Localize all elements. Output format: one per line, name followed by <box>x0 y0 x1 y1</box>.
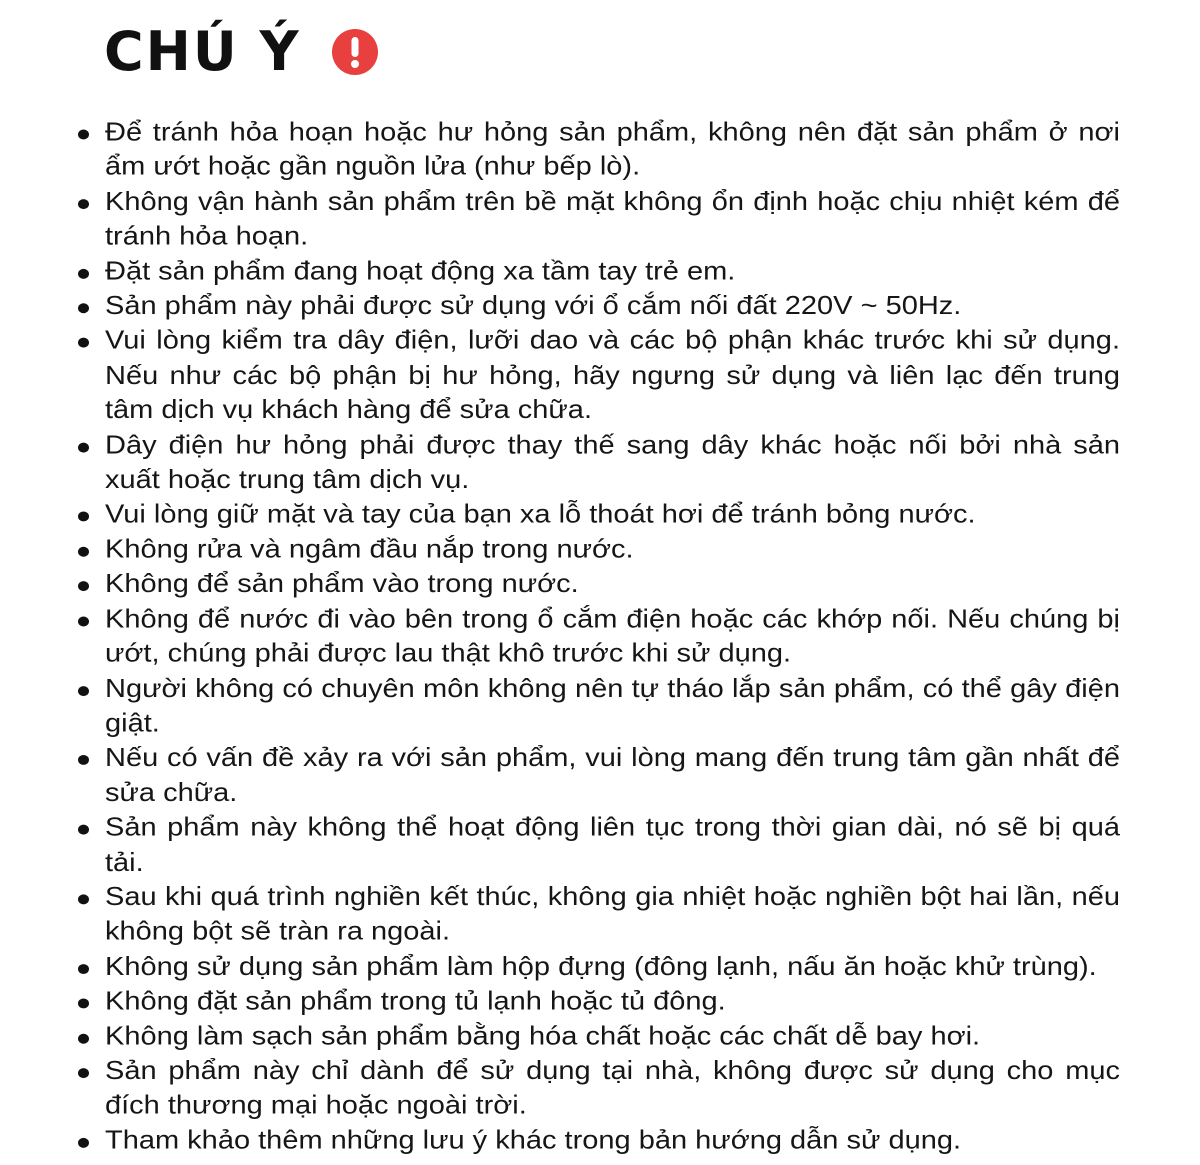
note-text: Nếu có vấn đề xảy ra với sản phẩm, vui lòng mang đến trung tâm gần nhất để sửa chữa. <box>105 743 1120 808</box>
bullet-icon <box>78 547 89 557</box>
bullet-icon <box>78 1138 89 1148</box>
list-item <box>76 741 1120 811</box>
note-text: Không rửa và ngâm đầu nắp trong nước. <box>105 534 634 564</box>
bullet-icon <box>78 755 89 765</box>
bullet-icon <box>78 129 89 139</box>
caution-list <box>76 115 1120 1158</box>
note-text: Không để nước đi vào bên trong ổ cắm điện hoặc các khớp nối. Nếu chúng bị ướt, chúng phải được lau thật khô trước khi sử dụng. <box>105 604 1120 669</box>
bullet-icon <box>78 1033 89 1043</box>
note-text: Vui lòng giữ mặt và tay của bạn xa lỗ thoát hơi để tránh bỏng nước. <box>105 500 976 530</box>
list-item <box>76 567 1120 602</box>
note-text: Không vận hành sản phẩm trên bề mặt không ổn định hoặc chịu nhiệt kém để tránh hỏa hoạn. <box>105 187 1120 251</box>
note-text: Sản phẩm này không thể hoạt động liên tục trong thời gian dài, nó sẽ bị quá tải. <box>105 813 1120 877</box>
page-title: CHÚ Ý <box>104 20 301 83</box>
note-text: Người không có chuyên môn không nên tự tháo lắp sản phẩm, có thể gây điện giật. <box>105 673 1120 738</box>
bullet-icon <box>78 199 89 209</box>
note-text: Vui lòng kiểm tra dây điện, lưỡi dao và các bộ phận khác trước khi sử dụng. Nếu như các bộ phận bị hư hỏng, hãy ngưng sử dụng và liên lạc đến trung tâm dịch vụ khách hàng để sửa chữa. <box>105 326 1120 425</box>
bullet-icon <box>78 581 89 591</box>
list-item <box>76 497 1120 532</box>
note-text: Sản phẩm này chỉ dành để sử dụng tại nhà, không được sử dụng cho mục đích thương mại hoặc ngoài trời. <box>105 1056 1120 1121</box>
note-text: Sản phẩm này phải được sử dụng với ổ cắm nối đất 220V ~ 50Hz. <box>105 291 962 321</box>
bullet-icon <box>78 338 89 348</box>
note-text: Không đặt sản phẩm trong tủ lạnh hoặc tủ đông. <box>105 986 726 1016</box>
list-item <box>76 185 1120 255</box>
list-item <box>76 810 1120 880</box>
bullet-icon <box>78 894 89 904</box>
bullet-icon <box>78 1068 89 1078</box>
note-text: Không làm sạch sản phẩm bằng hóa chất hoặc các chất dễ bay hơi. <box>105 1021 981 1051</box>
note-text: Để tránh hỏa hoạn hoặc hư hỏng sản phẩm, không nên đặt sản phẩm ở nơi ẩm ướt hoặc gần nguồn lửa (như bếp lò). <box>105 117 1120 182</box>
bullet-icon <box>78 999 89 1009</box>
note-text: Không sử dụng sản phẩm làm hộp đựng (đông lạnh, nấu ăn hoặc khử trùng). <box>105 952 1097 982</box>
bullet-icon <box>78 825 89 835</box>
list-item <box>76 115 1120 185</box>
note-text: Đặt sản phẩm đang hoạt động xa tầm tay trẻ em. <box>105 256 736 286</box>
bullet-icon <box>78 442 89 452</box>
bullet-icon <box>78 686 89 696</box>
list-item <box>76 289 1120 324</box>
bullet-icon <box>78 512 89 522</box>
exclamation-icon <box>331 28 379 76</box>
note-text: Tham khảo thêm những lưu ý khác trong bản hướng dẫn sử dụng. <box>105 1125 962 1155</box>
list-item <box>76 324 1120 428</box>
list-item <box>76 671 1120 741</box>
list-item <box>76 984 1120 1019</box>
page-header <box>104 22 379 82</box>
list-item <box>76 1054 1120 1124</box>
note-text: Sau khi quá trình nghiền kết thúc, không gia nhiệt hoặc nghiền bột hai lần, nếu không bột sẽ tràn ra ngoài. <box>105 882 1120 947</box>
list-item <box>76 880 1120 950</box>
bullet-icon <box>78 616 89 626</box>
list-item <box>76 949 1120 984</box>
bullet-icon <box>78 269 89 279</box>
note-text: Không để sản phẩm vào trong nước. <box>105 569 579 599</box>
note-text: Dây điện hư hỏng phải được thay thế sang dây khác hoặc nối bởi nhà sản xuất hoặc trung tâm dịch vụ. <box>105 430 1120 495</box>
list-item <box>76 254 1120 289</box>
list-item <box>76 1019 1120 1054</box>
list-item <box>76 532 1120 567</box>
list-item <box>76 602 1120 672</box>
bullet-icon <box>78 964 89 974</box>
list-item <box>76 428 1120 498</box>
bullet-icon <box>78 303 89 313</box>
list-item <box>76 1123 1120 1158</box>
